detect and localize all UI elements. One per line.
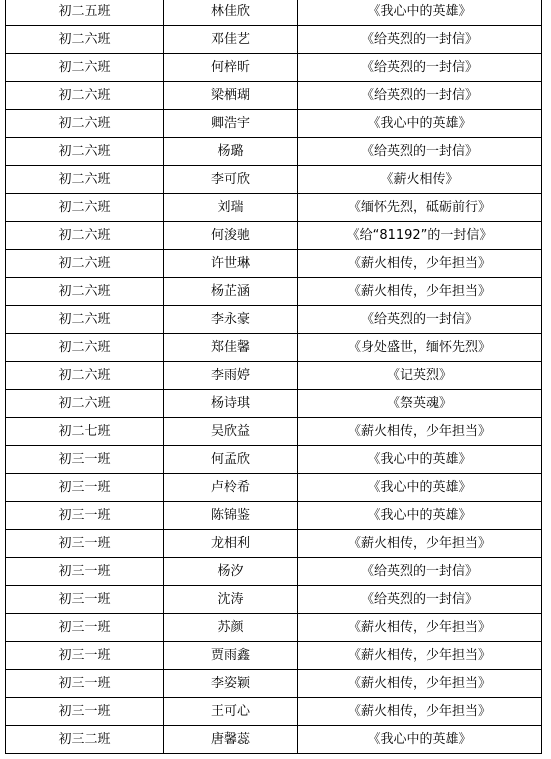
name-cell: 邓佳艺 xyxy=(164,26,298,54)
name-cell: 沈涛 xyxy=(164,586,298,614)
class-cell: 初二六班 xyxy=(6,390,164,418)
table-row xyxy=(6,698,542,726)
title-cell: 《我心中的英雄》 xyxy=(298,0,542,26)
name-cell: 何浚驰 xyxy=(164,222,298,250)
class-cell: 初二六班 xyxy=(6,110,164,138)
table-row xyxy=(6,26,542,54)
class-cell: 初二六班 xyxy=(6,194,164,222)
title-cell: 《薪火相传，少年担当》 xyxy=(298,530,542,558)
class-cell: 初三一班 xyxy=(6,446,164,474)
title-cell: 《给英烈的一封信》 xyxy=(298,586,542,614)
name-cell: 许世琳 xyxy=(164,250,298,278)
class-cell: 初二六班 xyxy=(6,362,164,390)
name-cell: 龙相利 xyxy=(164,530,298,558)
title-cell: 《薪火相传，少年担当》 xyxy=(298,698,542,726)
title-cell: 《给英烈的一封信》 xyxy=(298,82,542,110)
class-cell: 初二六班 xyxy=(6,54,164,82)
class-cell: 初三一班 xyxy=(6,530,164,558)
name-cell: 何孟欣 xyxy=(164,446,298,474)
title-cell: 《我心中的英雄》 xyxy=(298,502,542,530)
title-cell: 《薪火相传，少年担当》 xyxy=(298,670,542,698)
table-row xyxy=(6,362,542,390)
title-cell: 《我心中的英雄》 xyxy=(298,110,542,138)
name-cell: 李永豪 xyxy=(164,306,298,334)
class-cell: 初二六班 xyxy=(6,26,164,54)
entries-table xyxy=(5,0,542,754)
class-cell: 初三一班 xyxy=(6,558,164,586)
title-cell: 《薪火相传，少年担当》 xyxy=(298,250,542,278)
class-cell: 初三一班 xyxy=(6,698,164,726)
class-cell: 初二五班 xyxy=(6,0,164,26)
entries-table-body xyxy=(6,0,542,754)
table-row xyxy=(6,418,542,446)
title-cell: 《给英烈的一封信》 xyxy=(298,558,542,586)
name-cell: 卿浩宇 xyxy=(164,110,298,138)
title-cell: 《缅怀先烈，砥砺前行》 xyxy=(298,194,542,222)
title-cell: 《给“81192”的一封信》 xyxy=(298,222,542,250)
table-row xyxy=(6,194,542,222)
name-cell: 苏颜 xyxy=(164,614,298,642)
table-row xyxy=(6,166,542,194)
name-cell: 卢柃希 xyxy=(164,474,298,502)
table-row xyxy=(6,502,542,530)
class-cell: 初三一班 xyxy=(6,670,164,698)
title-cell: 《我心中的英雄》 xyxy=(298,474,542,502)
title-cell: 《给英烈的一封信》 xyxy=(298,138,542,166)
class-cell: 初二六班 xyxy=(6,222,164,250)
name-cell: 林佳欣 xyxy=(164,0,298,26)
table-row xyxy=(6,54,542,82)
table-row xyxy=(6,474,542,502)
table-row xyxy=(6,530,542,558)
name-cell: 陈锦鉴 xyxy=(164,502,298,530)
class-cell: 初二七班 xyxy=(6,418,164,446)
name-cell: 吴欣益 xyxy=(164,418,298,446)
class-cell: 初二六班 xyxy=(6,250,164,278)
title-cell: 《祭英魂》 xyxy=(298,390,542,418)
table-row xyxy=(6,558,542,586)
class-cell: 初三一班 xyxy=(6,474,164,502)
class-cell: 初二六班 xyxy=(6,278,164,306)
title-cell: 《身处盛世，缅怀先烈》 xyxy=(298,334,542,362)
class-cell: 初二六班 xyxy=(6,82,164,110)
table-row xyxy=(6,110,542,138)
table-row xyxy=(6,306,542,334)
table-row xyxy=(6,334,542,362)
name-cell: 杨诗琪 xyxy=(164,390,298,418)
title-cell: 《给英烈的一封信》 xyxy=(298,54,542,82)
name-cell: 李可欣 xyxy=(164,166,298,194)
name-cell: 梁栖瑚 xyxy=(164,82,298,110)
name-cell: 杨璐 xyxy=(164,138,298,166)
name-cell: 杨汐 xyxy=(164,558,298,586)
title-cell: 《薪火相传，少年担当》 xyxy=(298,278,542,306)
class-cell: 初三一班 xyxy=(6,614,164,642)
table-row xyxy=(6,642,542,670)
title-cell: 《薪火相传，少年担当》 xyxy=(298,614,542,642)
table-row xyxy=(6,138,542,166)
class-cell: 初二六班 xyxy=(6,334,164,362)
name-cell: 王可心 xyxy=(164,698,298,726)
class-cell: 初三一班 xyxy=(6,502,164,530)
title-cell: 《我心中的英雄》 xyxy=(298,446,542,474)
name-cell: 贾雨鑫 xyxy=(164,642,298,670)
table-row xyxy=(6,0,542,26)
name-cell: 李姿颖 xyxy=(164,670,298,698)
title-cell: 《给英烈的一封信》 xyxy=(298,26,542,54)
class-cell: 初三一班 xyxy=(6,586,164,614)
table-row xyxy=(6,726,542,754)
table-row xyxy=(6,446,542,474)
name-cell: 何梓昕 xyxy=(164,54,298,82)
title-cell: 《给英烈的一封信》 xyxy=(298,306,542,334)
name-cell: 李雨婷 xyxy=(164,362,298,390)
table-row xyxy=(6,586,542,614)
class-cell: 初二六班 xyxy=(6,138,164,166)
table-row xyxy=(6,390,542,418)
title-cell: 《薪火相传，少年担当》 xyxy=(298,418,542,446)
table-row xyxy=(6,278,542,306)
name-cell: 刘瑞 xyxy=(164,194,298,222)
title-cell: 《我心中的英雄》 xyxy=(298,726,542,754)
name-cell: 杨芷涵 xyxy=(164,278,298,306)
table-row xyxy=(6,82,542,110)
table-row xyxy=(6,250,542,278)
table-row xyxy=(6,670,542,698)
class-cell: 初二六班 xyxy=(6,306,164,334)
class-cell: 初三二班 xyxy=(6,726,164,754)
name-cell: 唐馨蕊 xyxy=(164,726,298,754)
class-cell: 初二六班 xyxy=(6,166,164,194)
title-cell: 《薪火相传》 xyxy=(298,166,542,194)
class-cell: 初三一班 xyxy=(6,642,164,670)
table-row xyxy=(6,222,542,250)
table-row xyxy=(6,614,542,642)
title-cell: 《薪火相传，少年担当》 xyxy=(298,642,542,670)
name-cell: 郑佳馨 xyxy=(164,334,298,362)
title-cell: 《记英烈》 xyxy=(298,362,542,390)
